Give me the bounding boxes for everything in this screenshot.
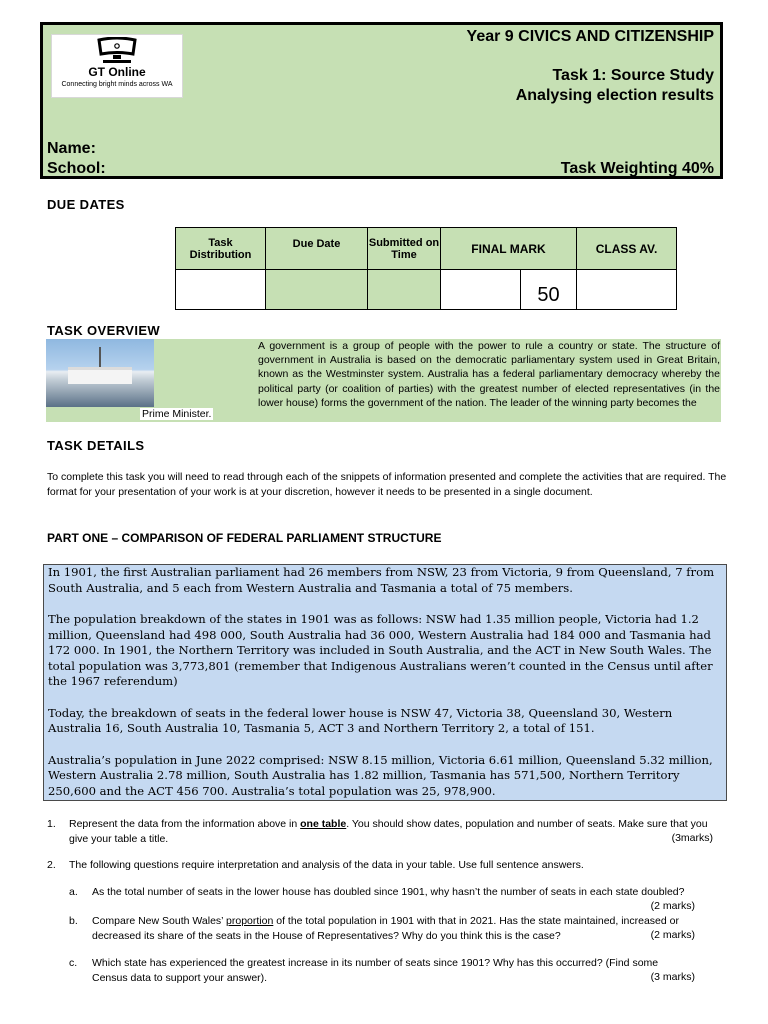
question-c-marks: (3 marks) xyxy=(647,970,695,985)
task-weighting: Task Weighting 40% xyxy=(560,160,714,177)
school-label: School: xyxy=(47,160,106,177)
cell-submitted[interactable] xyxy=(368,270,441,310)
logo-title: GT Online xyxy=(88,65,146,79)
task-subtitle: Analysing election results xyxy=(515,87,714,104)
source-paragraph: In 1901, the first Australian parliament had 26 members from NSW, 23 from Victoria, 9 from Queensland, 7 from South Australia, and 5 each from Western Australia and Tasmania a total of 75 members. xyxy=(48,565,715,595)
question-a-number: a. xyxy=(69,886,78,898)
header-box xyxy=(40,22,723,179)
question-1: Represent the data from the information above in one table. You should show dates, population and number of seats. Make sure that you give your table a title. (3marks) xyxy=(69,818,713,845)
question-b: Compare New South Wales’ proportion of the total population in 1901 with that in 2021. Has the state maintained, increased or decreased its share of the seats in the House of Representatives? Why do you think this is the case? (2 marks) xyxy=(92,915,695,942)
task-title: Task 1: Source Study xyxy=(552,67,714,84)
due-dates-heading: DUE DATES xyxy=(47,197,125,212)
task-details-heading: TASK DETAILS xyxy=(47,438,145,453)
name-label: Name: xyxy=(47,140,96,157)
computer-icon xyxy=(93,37,141,65)
source-info-box xyxy=(43,564,727,801)
source-paragraph: The population breakdown of the states in 1901 was as follows: NSW had 1.35 million people, Victoria had 1.2 million, Queensland had 498 000, South Australia had 36 000, Western Australia had 184 000 and Tasmania had 172 000. In 1901, the Northern Territory was included in South Australia, and the ACT in New South Wales. The total population was 3,773,801 (remember that Indigenous Australians weren’t counted in the Census until after the 1967 referendum) xyxy=(48,612,713,688)
source-paragraph: Today, the breakdown of seats in the federal lower house is NSW 47, Victoria 38, Queensland 30, Western Australia 16, South Australia 10, Tasmania 5, ACT 3 and Northern Territory 2, a total of 151. xyxy=(48,705,673,735)
question-a-marks: (2 marks) xyxy=(650,900,695,912)
overview-text-tail: Prime Minister. xyxy=(142,408,212,420)
col-due-date: Due Date xyxy=(266,228,368,270)
cell-class-av[interactable] xyxy=(577,270,677,310)
cell-final-mark[interactable] xyxy=(441,270,521,310)
col-final-mark: FINAL MARK xyxy=(441,228,577,270)
final-mark-total: 50 xyxy=(521,270,577,310)
question-a: As the total number of seats in the lower house has doubled since 1901, why hasn’t the number of seats in each state doubled? (2 marks) xyxy=(92,886,695,912)
question-1-number: 1. xyxy=(47,818,56,830)
cell-task-distribution[interactable] xyxy=(176,270,266,310)
col-class-av: CLASS AV. xyxy=(577,228,677,270)
col-task-distribution: Task Distribution xyxy=(176,228,266,270)
question-b-marks: (2 marks) xyxy=(647,928,695,943)
question-1-emphasis: one table xyxy=(300,818,347,830)
question-b-number: b. xyxy=(69,915,78,927)
question-1-marks: (3marks) xyxy=(671,832,713,844)
question-2: The following questions require interpretation and analysis of the data in your table. Use full sentence answers. xyxy=(69,859,584,871)
course-title: Year 9 CIVICS AND CITIZENSHIP xyxy=(466,28,714,45)
question-2-number: 2. xyxy=(47,859,56,871)
col-submitted: Submitted on Time xyxy=(368,228,441,270)
source-paragraph: Australia’s population in June 2022 comprised: NSW 8.15 million, Victoria 6.61 million, Queensland 5.32 million, Western Australia 2.78 million, South Australia has 1.82 million, Tasmania has 571,500, Northern Territory 250,600 and the ACT 456 700. Australia’s total population was 25, 978,900. xyxy=(48,752,713,798)
task-overview-heading: TASK OVERVIEW xyxy=(47,323,161,338)
overview-text: A government is a group of people with the power to rule a country or state. The structure of government in Australia is based on the democratic parliamentary system used in Great Britain, known as the Westminster system. Australia has a federal parliamentary democracy whereby the political party (or coalition of parties) with the greatest number of elected representatives (in the lower house) forms the government of the nation. The leader of the winning party becomes the xyxy=(258,340,720,409)
question-c-number: c. xyxy=(69,957,78,969)
question-b-emphasis: proportion xyxy=(226,915,274,927)
cell-due-date[interactable] xyxy=(266,270,368,310)
question-c: Which state has experienced the greatest increase in its number of seats since 1901? Why has this occurred? (Find some Census data to support your answer). (3 marks) xyxy=(92,957,695,984)
parliament-house-image xyxy=(46,339,154,407)
gt-online-logo xyxy=(51,34,183,98)
task-details-text: To complete this task you will need to read through each of the snippets of information presented and complete the activities that are required. The format for your presentation of your work is at your discretion, however it needs to be presented in a single document. xyxy=(47,471,727,498)
part-one-heading: PART ONE – COMPARISON OF FEDERAL PARLIAMENT STRUCTURE xyxy=(47,531,442,545)
due-dates-table xyxy=(175,227,677,310)
overview-box xyxy=(46,339,721,422)
logo-tagline: Connecting bright minds across WA xyxy=(61,81,173,88)
